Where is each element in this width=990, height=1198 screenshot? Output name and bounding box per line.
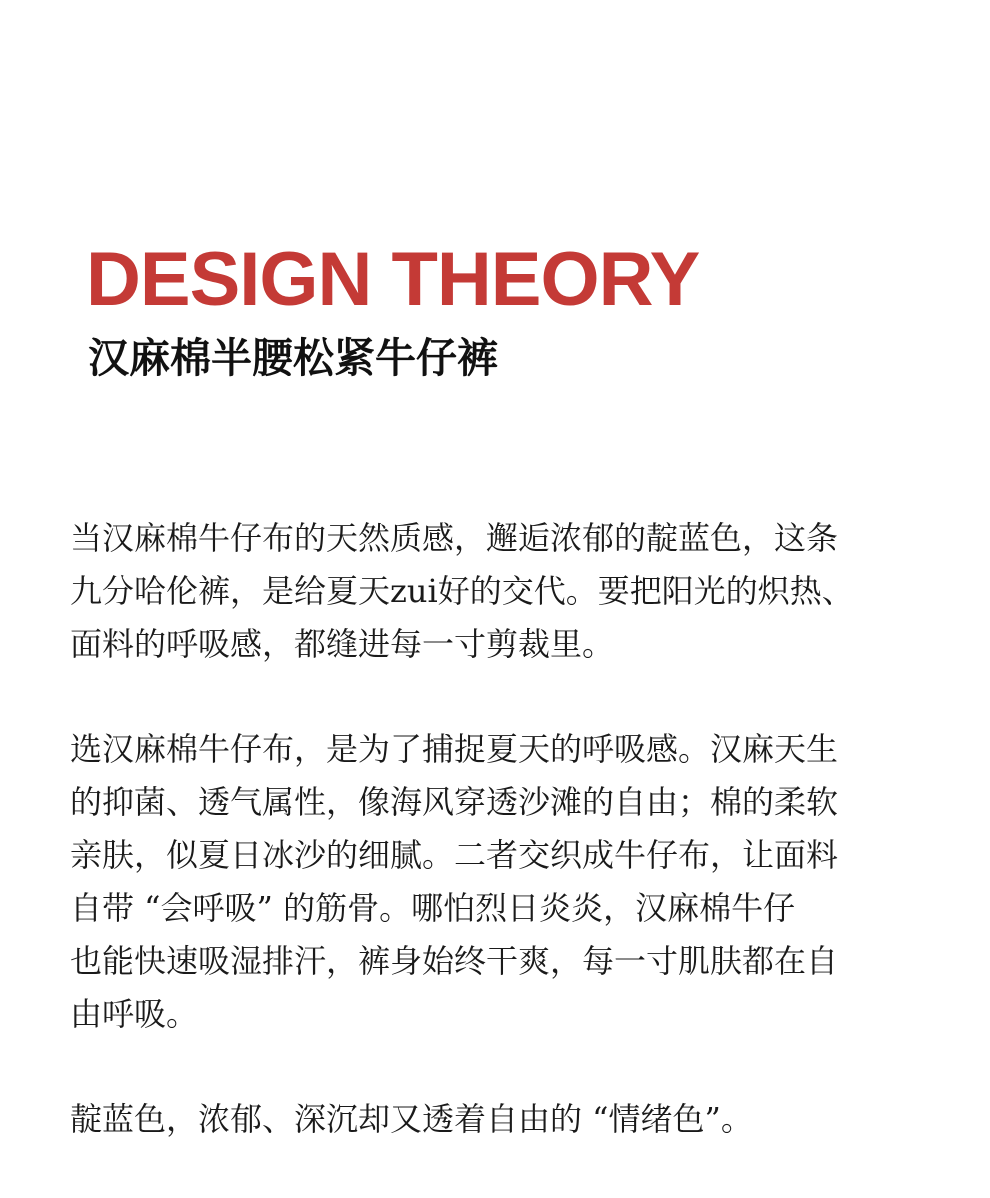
paragraph-intro: 当汉麻棉牛仔布的天然质感，邂逅浓郁的靛蓝色，这条 九分哈伦裤，是给夏天zui好的交代。要把阳光的炽热、 面料的呼吸感，都缝进每一寸剪裁里。 <box>70 519 854 663</box>
article-body <box>70 512 900 1198</box>
paragraph-color: 靛蓝色，浓郁、深沉却又透着自由的 “情绪色”。 <box>70 1100 753 1138</box>
page-subtitle: 汉麻棉半腰松紧牛仔裤 <box>88 334 498 382</box>
paragraph-fabric: 选汉麻棉牛仔布，是为了捕捉夏天的呼吸感。汉麻天生 的抑菌、透气属性，像海风穿透沙滩的自由；棉的柔软 亲肤，似夏日冰沙的细腻。二者交织成牛仔布，让面料 自带 “会呼吸” 的筋骨。哪怕烈日炎炎，汉麻棉牛仔 也能快速吸湿排汗，裤身始终干爽，每一寸肌肤都在自 由呼吸。 <box>70 730 839 1033</box>
page-title: DESIGN THEORY <box>86 237 700 322</box>
